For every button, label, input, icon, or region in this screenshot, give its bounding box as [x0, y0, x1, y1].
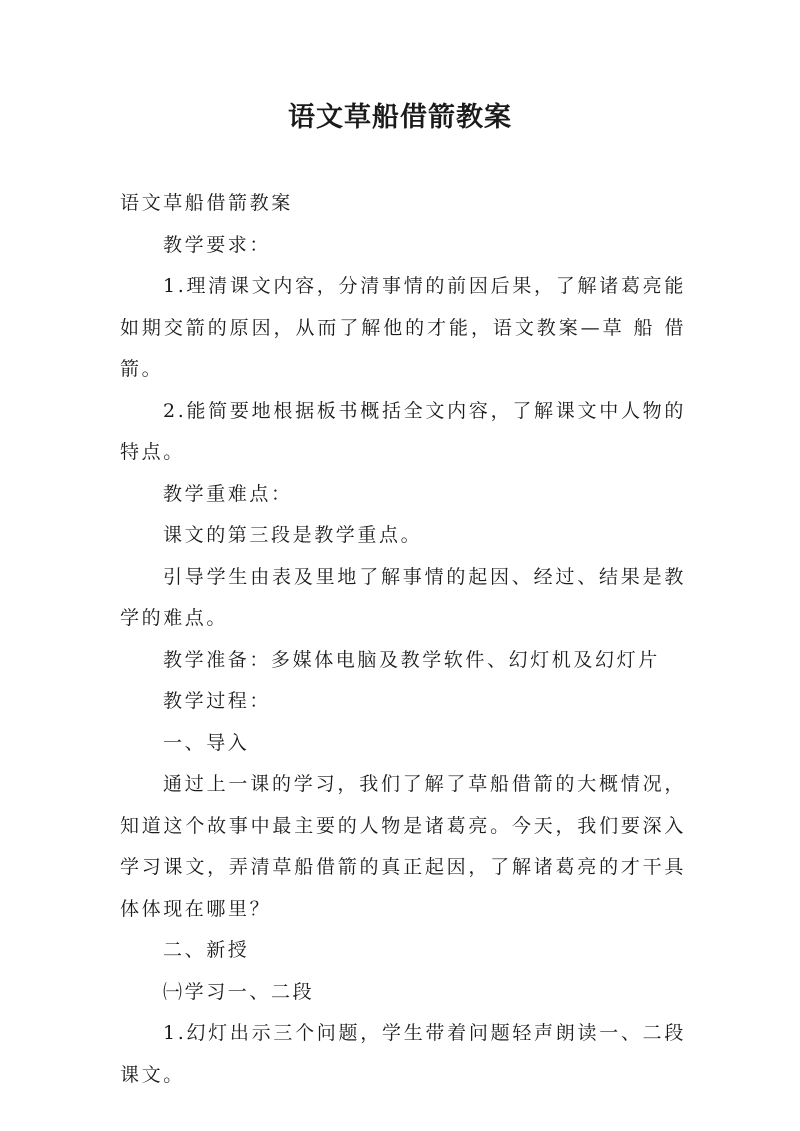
activity-item-1: 1.幻灯出示三个问题，学生带着问题轻声朗读一、二段课文。: [120, 1022, 686, 1086]
subtitle-paragraph: 语文草船借箭教案: [120, 192, 293, 214]
section-heading-process: 教学过程：: [163, 690, 272, 712]
section-heading-requirements: 教学要求：: [163, 233, 272, 256]
document-title: 语文草船借箭教案: [288, 102, 512, 133]
document-body: [120, 183, 686, 1096]
preparation-paragraph: 教学准备：多媒体电脑及教学软件、幻灯机及幻灯片: [163, 648, 660, 671]
requirement-item-2: 2.能简要地根据板书概括全文内容，了解课文中人物的特点。: [120, 399, 686, 463]
sub-heading-part-one: ㈠学习一、二段: [163, 980, 315, 1003]
section-heading-key-points: 教学重难点：: [163, 482, 293, 505]
difficulty-paragraph: 引导学生由表及里地了解事情的起因、经过、结果是教学的难点。: [120, 565, 686, 629]
requirement-item-1: 1.理清课文内容，分清事情的前因后果，了解诸葛亮能如期交箭的原因，从而了解他的才能，语文教案—草 船 借箭。: [120, 275, 686, 380]
step-heading-new-lesson: 二、新授: [163, 939, 250, 961]
intro-paragraph: 通过上一课的学习，我们了解了草船借箭的大概情况，知道这个故事中最主要的人物是诸葛亮。今天，我们要深入学习课文，弄清草船借箭的真正起因，了解诸葛亮的才干具体体现在哪里？: [120, 773, 686, 920]
step-heading-intro: 一、导入: [163, 731, 250, 754]
key-point-paragraph: 课文的第三段是教学重点。: [163, 524, 423, 546]
